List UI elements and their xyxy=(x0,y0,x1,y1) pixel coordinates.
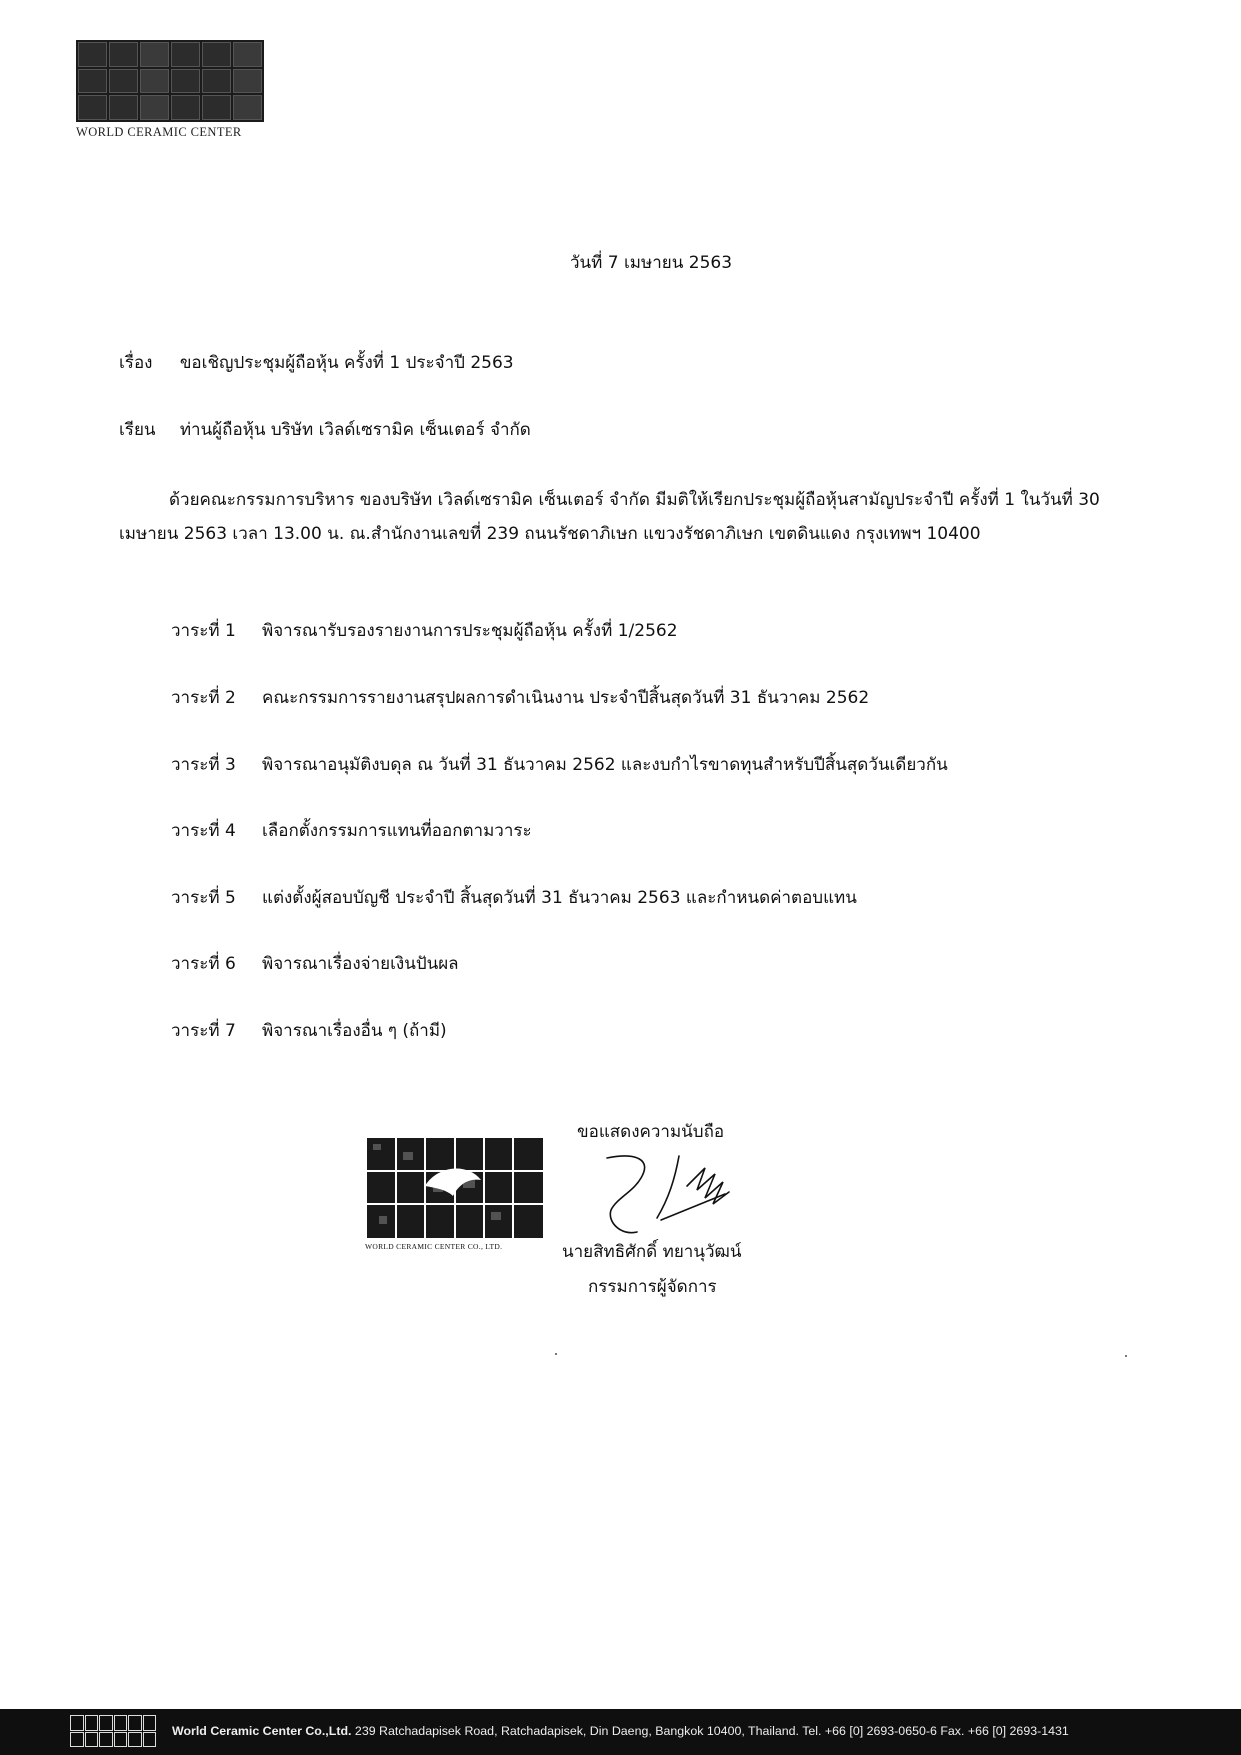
agenda-text: แต่งตั้งผู้สอบบัญชี ประจำปี สิ้นสุดวันที่ 31 ธันวาคม 2563 และกำหนดค่าตอบแทน xyxy=(262,888,857,908)
subject-label: เรื่อง xyxy=(119,353,153,373)
agenda-number: วาระที่ 4 xyxy=(171,821,236,841)
agenda-number: วาระที่ 6 xyxy=(171,954,236,974)
scan-speck xyxy=(555,1353,557,1355)
salutation-line xyxy=(119,418,531,442)
agenda-text: คณะกรรมการรายงานสรุปผลการดำเนินงาน ประจำปีสิ้นสุดวันที่ 31 ธันวาคม 2562 xyxy=(262,688,870,708)
salutation-label: เรียน xyxy=(119,420,156,440)
agenda-number: วาระที่ 5 xyxy=(171,888,236,908)
scan-speck xyxy=(1125,1355,1127,1357)
signature-icon xyxy=(597,1148,747,1248)
agenda-number: วาระที่ 2 xyxy=(171,688,236,708)
footer-address-text: 239 Ratchadapisek Road, Ratchadapisek, Din Daeng, Bangkok 10400, Thailand. Tel. +66 [0] 2693-0650-6 Fax. +66 [0] 2693-1431 xyxy=(354,1724,1069,1738)
footer-logo xyxy=(70,1715,156,1747)
agenda-text: พิจารณารับรองรายงานการประชุมผู้ถือหุ้น ครั้งที่ 1/2562 xyxy=(262,621,678,641)
seal-caption: WORLD CERAMIC CENTER CO., LTD. xyxy=(365,1242,503,1251)
letter-date: วันที่ 7 เมษายน 2563 xyxy=(570,253,733,273)
footer-address xyxy=(172,1724,1069,1738)
agenda-number: วาระที่ 1 xyxy=(171,621,236,641)
company-logo xyxy=(76,40,264,122)
agenda-text: พิจารณาอนุมัติงบดุล ณ วันที่ 31 ธันวาคม 2562 และงบกำไรขาดทุนสำหรับปีสิ้นสุดวันเดียวกัน xyxy=(262,755,948,775)
company-seal-icon xyxy=(367,1138,543,1238)
subject-line xyxy=(119,351,514,375)
signer-name: นายสิทธิศักดิ์ ทยานุวัฒน์ xyxy=(562,1242,742,1262)
agenda-item-2 xyxy=(171,686,869,710)
agenda-text: เลือกตั้งกรรมการแทนที่ออกตามวาระ xyxy=(262,821,532,841)
signer-title: กรรมการผู้จัดการ xyxy=(588,1277,717,1297)
salutation-text: ท่านผู้ถือหุ้น บริษัท เวิลด์เซรามิค เซ็นเตอร์ จำกัด xyxy=(179,420,531,440)
agenda-item-3 xyxy=(171,753,948,777)
agenda-item-7 xyxy=(171,1019,447,1043)
agenda-number: วาระที่ 3 xyxy=(171,755,236,775)
agenda-item-4 xyxy=(171,819,532,843)
agenda-item-6 xyxy=(171,952,459,976)
agenda-item-5 xyxy=(171,886,857,910)
logo-text: WORLD CERAMIC CENTER xyxy=(76,125,242,139)
agenda-text: พิจารณาเรื่องจ่ายเงินปันผล xyxy=(262,954,459,974)
footer-company: World Ceramic Center Co.,Ltd. xyxy=(172,1724,352,1738)
body-paragraph: ด้วยคณะกรรมการบริหาร ของบริษัท เวิลด์เซรามิค เซ็นเตอร์ จำกัด มีมติให้เรียกประชุมผู้ถือหุ้นสามัญประจำปี ครั้งที่ 1 ในวันที่ 30 เมษายน 2563 เวลา 13.00 น. ณ.สำนักงานเลขที่ 239 ถนนรัชดาภิเษก แขวงรัชดาภิเษก เขตดินแดง กรุงเทพฯ 10400 xyxy=(119,490,1100,544)
closing-text: ขอแสดงความนับถือ xyxy=(577,1122,725,1142)
agenda-number: วาระที่ 7 xyxy=(171,1021,236,1041)
agenda-text: พิจารณาเรื่องอื่น ๆ (ถ้ามี) xyxy=(262,1021,447,1041)
agenda-item-1 xyxy=(171,619,678,643)
subject-text: ขอเชิญประชุมผู้ถือหุ้น ครั้งที่ 1 ประจำปี 2563 xyxy=(179,353,514,373)
